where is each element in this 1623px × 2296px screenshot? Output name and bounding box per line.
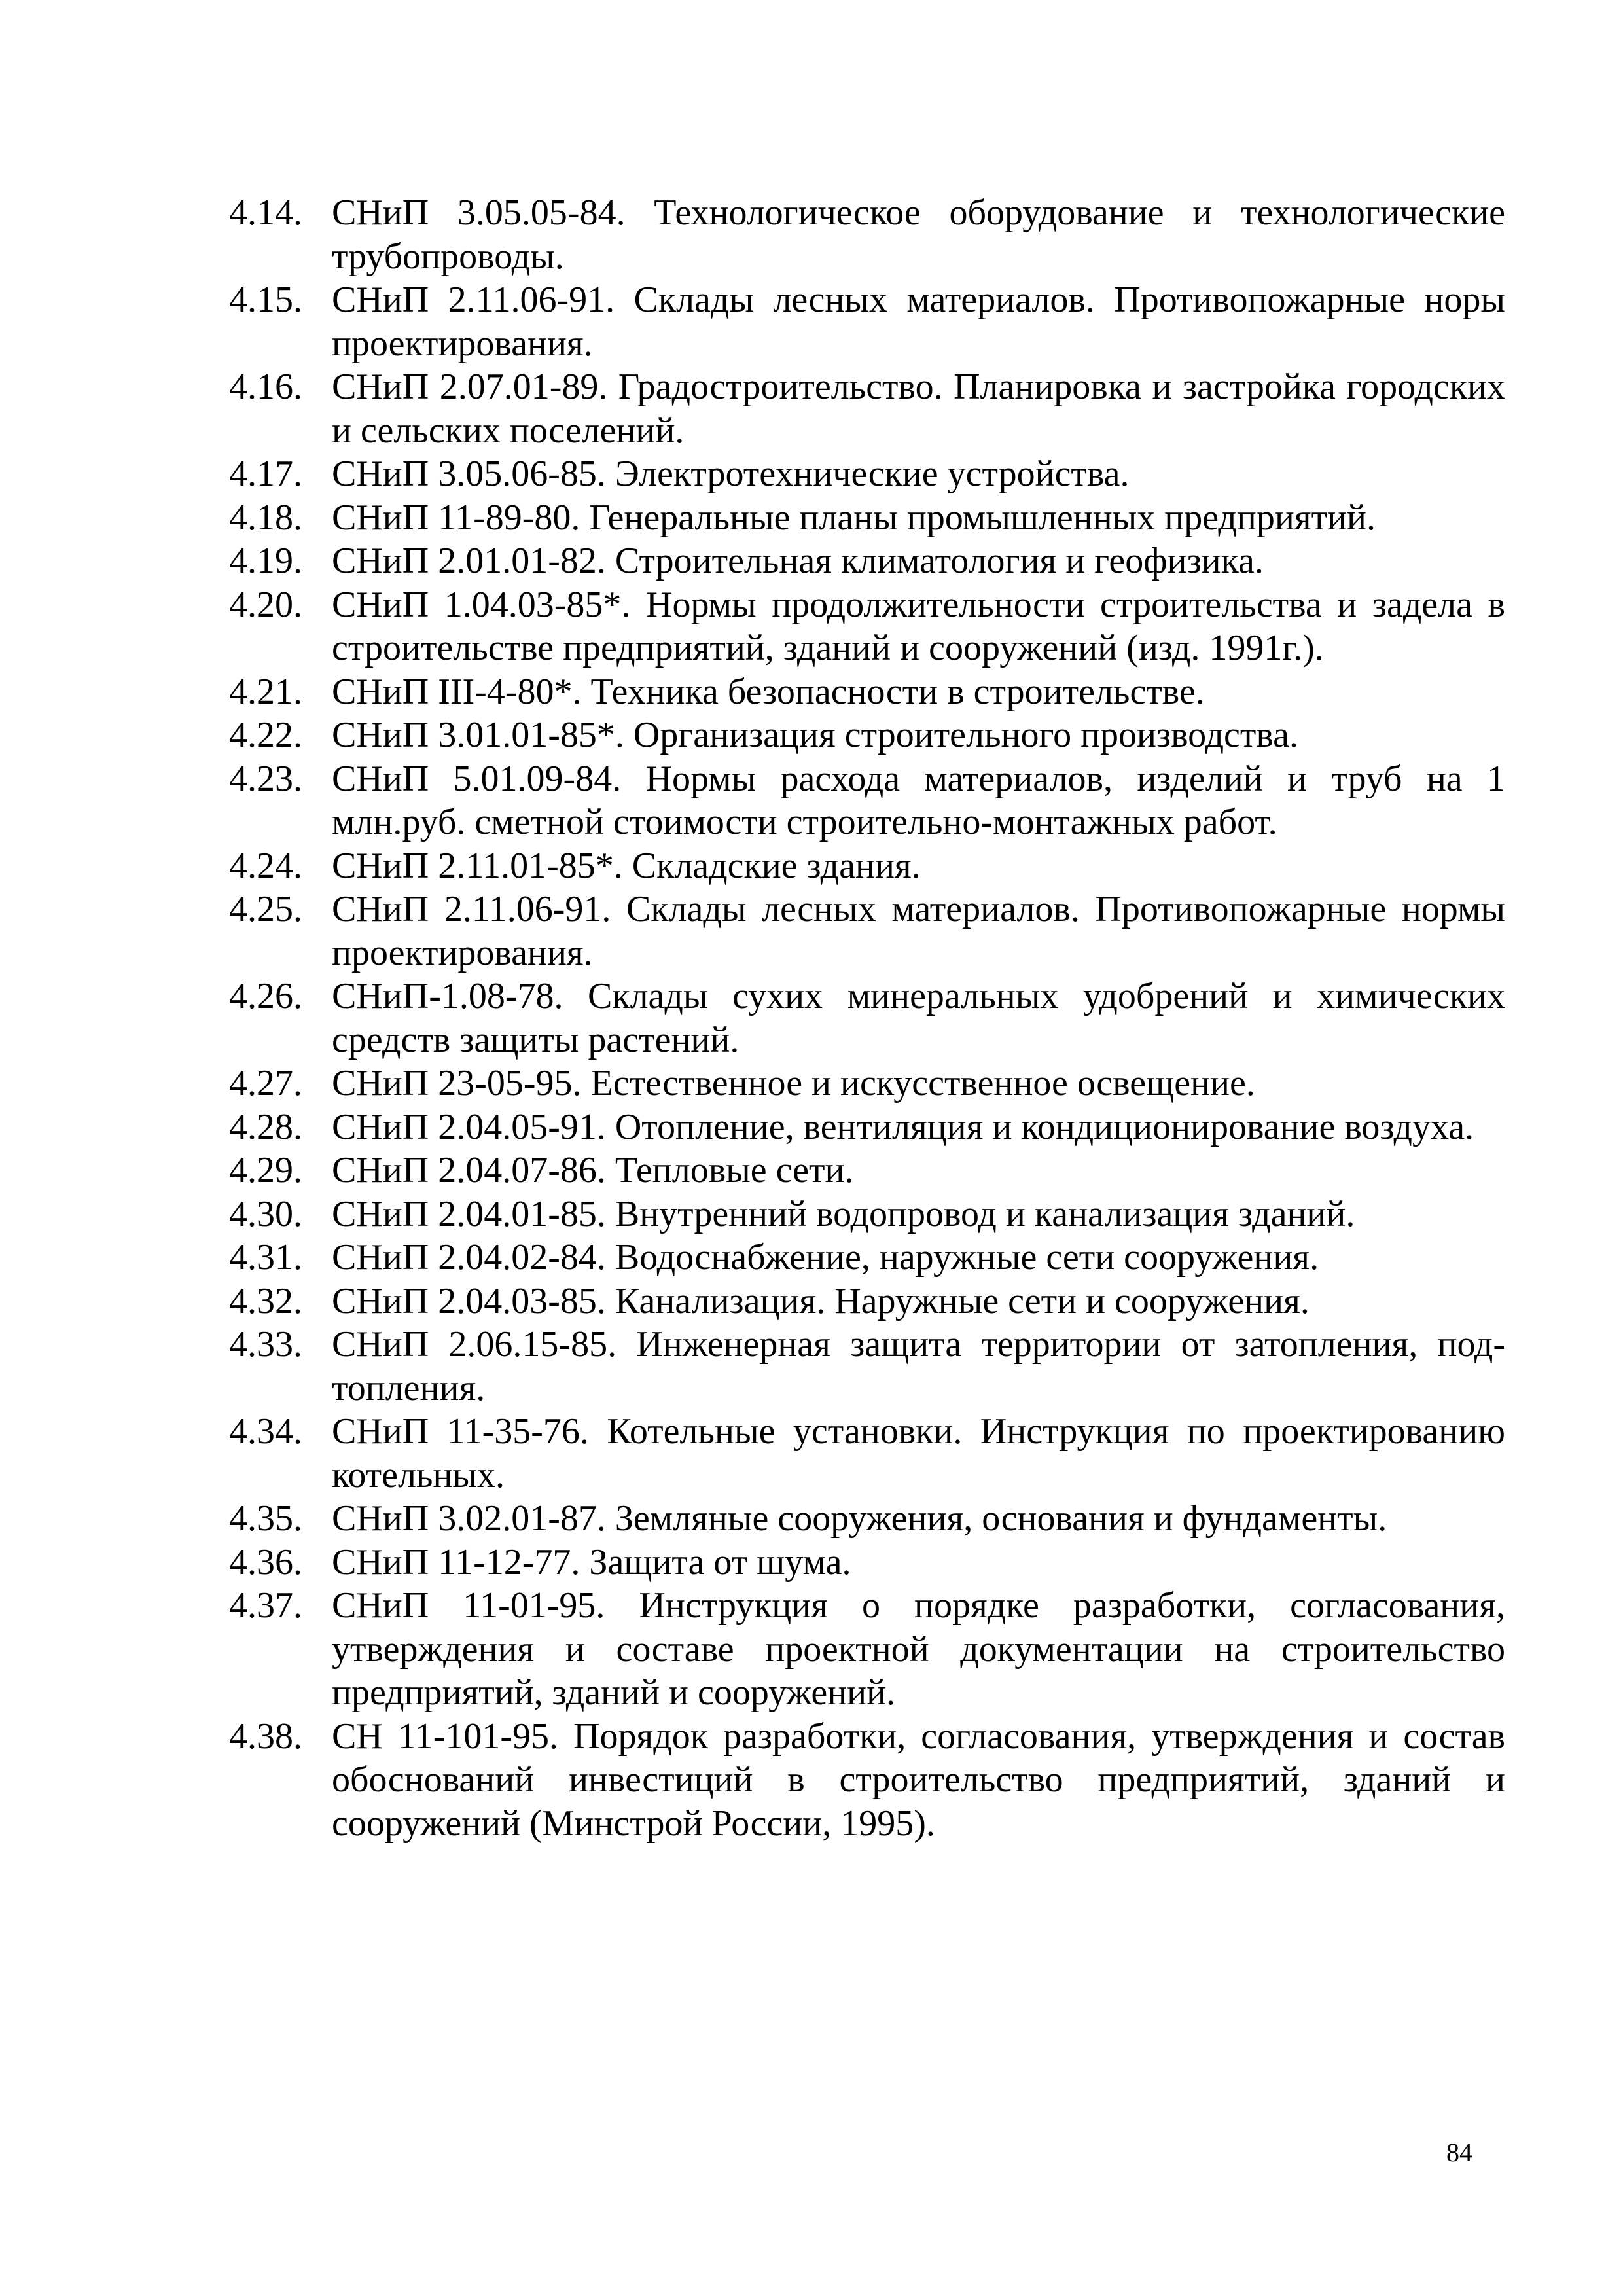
reference-item: [229, 1280, 1505, 1323]
reference-item: [229, 1497, 1505, 1541]
reference-item: [229, 278, 1505, 365]
reference-number: 4.14.: [229, 192, 302, 233]
reference-number: 4.16.: [229, 367, 302, 407]
reference-text: СНиП 11-89-80. Генеральные планы промышленных предприятий.: [332, 497, 1376, 538]
reference-number: 4.34.: [229, 1411, 302, 1452]
reference-number: 4.26.: [229, 976, 302, 1016]
reference-item: [229, 1105, 1505, 1149]
reference-list: [229, 191, 1505, 1845]
reference-number: 4.19.: [229, 541, 302, 581]
reference-number: 4.36.: [229, 1541, 302, 1583]
reference-text: СНиП 3.01.01-85*. Организация строительного производства.: [332, 715, 1298, 755]
reference-item: [229, 844, 1505, 888]
reference-item: [229, 583, 1505, 670]
reference-text: СНиП 2.06.15-85. Инженерная защита территории от затопления, подтопления.: [332, 1324, 1505, 1408]
reference-text: СНиП 2.04.03-85. Канализация. Наружные сети и сооружения.: [332, 1280, 1310, 1321]
reference-number: 4.33.: [229, 1324, 302, 1365]
reference-number: 4.38.: [229, 1715, 302, 1757]
reference-number: 4.30.: [229, 1193, 302, 1234]
reference-number: 4.29.: [229, 1150, 302, 1191]
reference-text: СНиП 2.07.01-89. Градостроительство. Планировка и застройка городских и сельских поселений.: [332, 367, 1505, 451]
reference-item: [229, 1541, 1505, 1585]
reference-item: [229, 1236, 1505, 1280]
reference-item: [229, 975, 1505, 1062]
reference-text: СНиП 2.04.05-91. Отопление, вентиляция и кондиционирование воздуха.: [332, 1106, 1474, 1147]
reference-text: СНиП 2.04.02-84. Водоснабжение, наружные сети сооружения.: [332, 1237, 1319, 1278]
reference-item: [229, 191, 1505, 278]
reference-text: СНиП 5.01.09-84. Нормы расхода материалов, изделий и труб на 1 млн.руб. сметной стоимости строительно-монтажных работ.: [332, 758, 1505, 842]
reference-text: СНиП-1.08-78. Склады сухих минеральных удобрений и химических средств защиты растений.: [332, 976, 1505, 1060]
reference-item: [229, 1584, 1505, 1715]
reference-number: 4.15.: [229, 279, 302, 320]
reference-item: [229, 1193, 1505, 1236]
reference-item: [229, 539, 1505, 583]
reference-text: СНиП 3.02.01-87. Земляные сооружения, основания и фундаменты.: [332, 1498, 1387, 1539]
reference-item: [229, 452, 1505, 496]
reference-text: СНиП 2.04.01-85. Внутренний водопровод и канализация зданий.: [332, 1193, 1355, 1234]
reference-number: 4.21.: [229, 671, 302, 712]
reference-text: СНиП 3.05.06-85. Электротехнические устройства.: [332, 454, 1130, 494]
reference-text: СН 11-101-95. Порядок разработки, согласования, утверждения и состав обоснований инвестиций в строительство предприятий, зданий и сооружений (Минстрой России, 1995).: [332, 1715, 1505, 1844]
reference-text: СНиП 23-05-95. Естественное и искусственное освещение.: [332, 1063, 1255, 1103]
reference-item: [229, 1410, 1505, 1497]
reference-text: СНиП 2.11.06-91. Склады лесных материалов. Противопожарные норы проектирования.: [332, 279, 1505, 364]
reference-text: СНиП 3.05.05-84. Технологическое оборудование и технологические трубопроводы.: [332, 192, 1505, 277]
reference-item: [229, 1323, 1505, 1410]
reference-text: СНиП III-4-80*. Техника безопасности в строительстве.: [332, 671, 1205, 712]
page-number: 84: [1446, 2138, 1472, 2167]
reference-text: СНиП 2.11.01-85*. Складские здания.: [332, 845, 921, 886]
reference-number: 4.35.: [229, 1498, 302, 1539]
reference-item: [229, 1062, 1505, 1105]
reference-item: [229, 670, 1505, 714]
reference-item: [229, 757, 1505, 844]
reference-number: 4.27.: [229, 1063, 302, 1103]
reference-number: 4.23.: [229, 758, 302, 799]
reference-item: [229, 888, 1505, 975]
reference-number: 4.20.: [229, 584, 302, 625]
reference-item: [229, 1149, 1505, 1193]
reference-number: 4.31.: [229, 1237, 302, 1278]
reference-text: СНиП 1.04.03-85*. Нормы продолжительности строительства и задела в строительстве предприятий, зданий и сооружений (изд. 1991г.).: [332, 584, 1505, 668]
reference-number: 4.37.: [229, 1585, 302, 1626]
reference-text: СНиП 11-01-95. Инструкция о порядке разработки, согласования, утверждения и составе проектной документации на строительство предприятий, зданий и сооружений.: [332, 1585, 1505, 1713]
reference-item: [229, 365, 1505, 452]
reference-item: [229, 496, 1505, 540]
reference-text: СНиП 2.11.06-91. Склады лесных материалов. Противопожарные нормы проектирования.: [332, 889, 1505, 973]
reference-number: 4.18.: [229, 497, 302, 538]
reference-text: СНиП 11-12-77. Защита от шума.: [332, 1541, 851, 1583]
reference-text: СНиП 11-35-76. Котельные установки. Инструкция по проектированию котельных.: [332, 1411, 1505, 1496]
reference-item: [229, 713, 1505, 757]
reference-number: 4.24.: [229, 845, 302, 886]
reference-text: СНиП 2.04.07-86. Тепловые сети.: [332, 1150, 854, 1191]
reference-number: 4.28.: [229, 1106, 302, 1147]
reference-number: 4.32.: [229, 1280, 302, 1321]
reference-item: [229, 1715, 1505, 1846]
reference-text: СНиП 2.01.01-82. Строительная климатология и геофизика.: [332, 541, 1264, 581]
reference-number: 4.25.: [229, 889, 302, 929]
reference-number: 4.17.: [229, 454, 302, 494]
reference-number: 4.22.: [229, 715, 302, 755]
